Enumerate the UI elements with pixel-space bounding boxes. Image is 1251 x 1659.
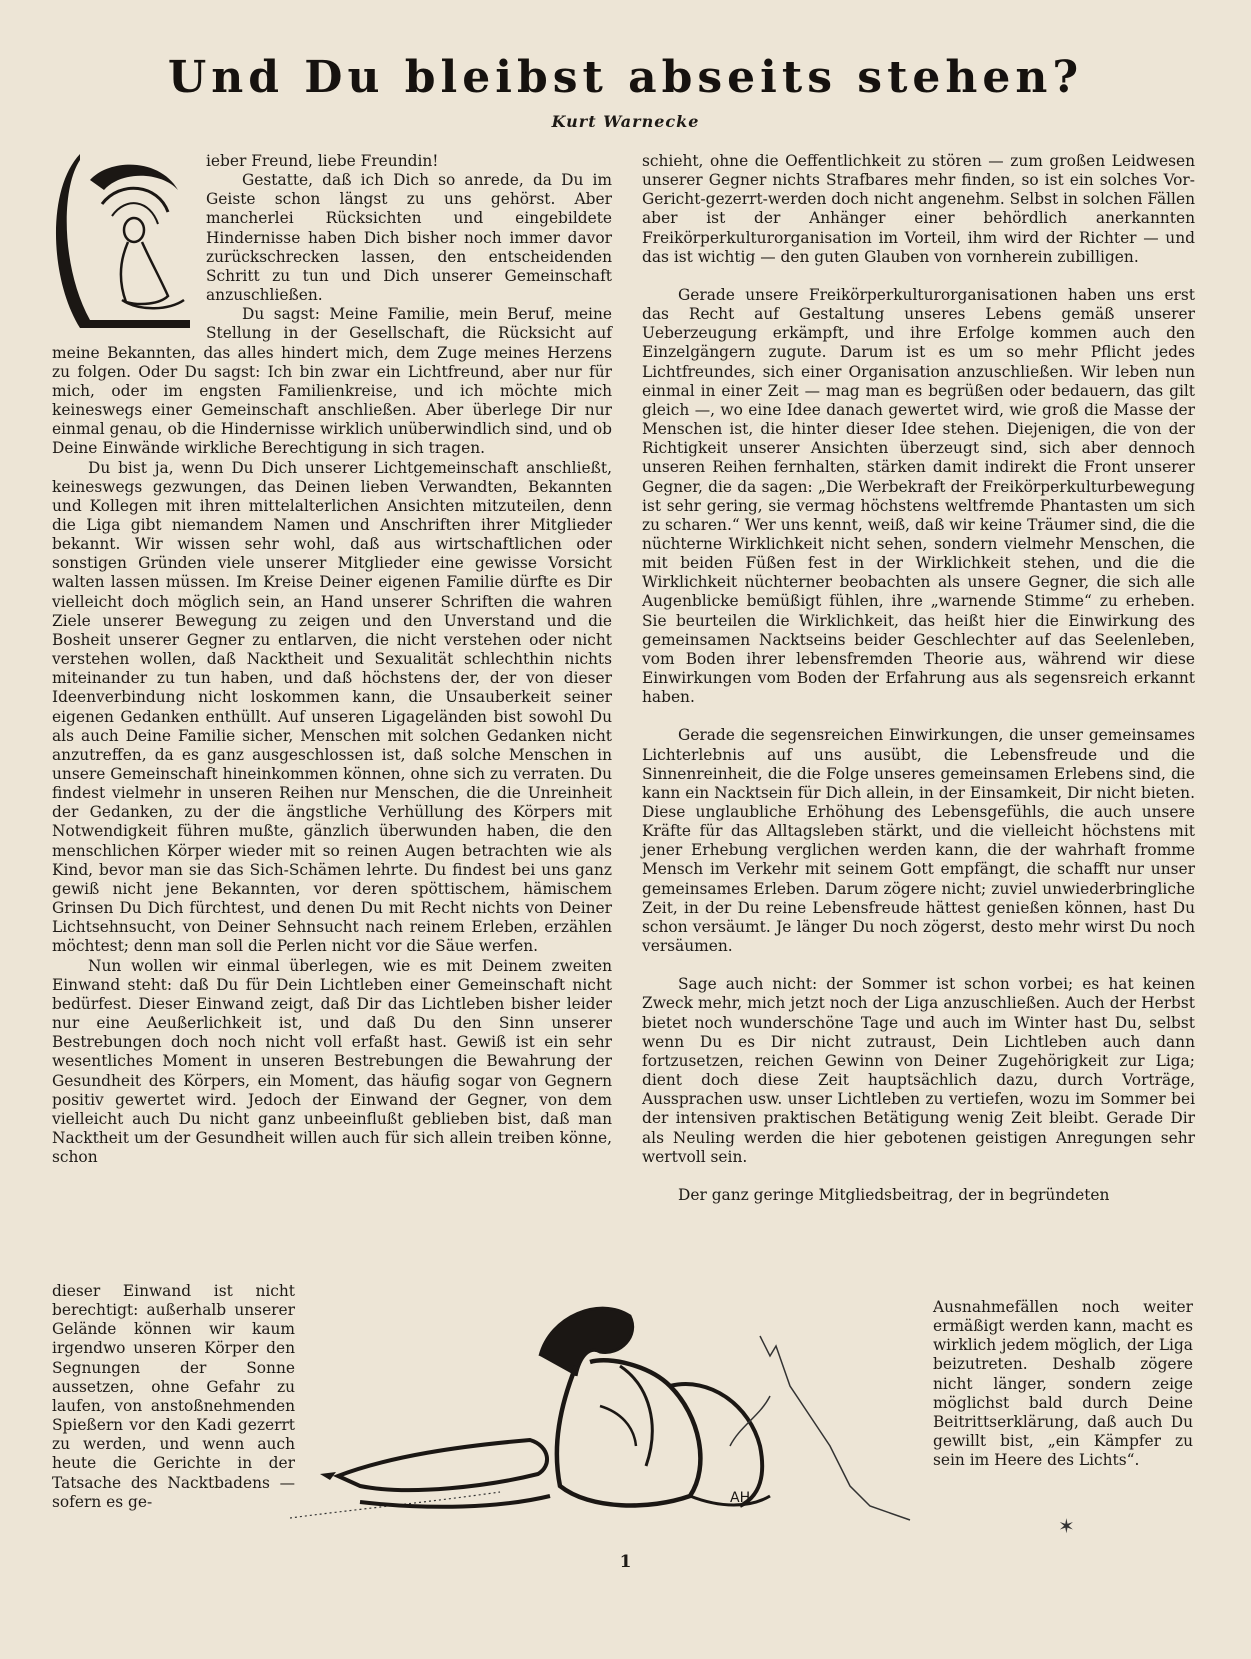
paragraph: Du bist ja, wenn Du Dich unserer Lichtgemeinschaft anschließt, keineswegs gezwungen, das Deinen lieben Verwandten, Bekannten und Kollegen mit ihren mittelalterlichen Ansichten mitzuteilen, denn die Liga gibt niemandem Namen und Anschriften ihrer Mitglieder bekannt. Wir wissen sehr wohl, daß aus wirtschaftlichen oder sonstigen Gründen viele unserer Mitglieder eine gewisse Vorsicht walten lassen müssen. Im Kreise Deiner eigenen Familie dürfte es Dir vielleicht doch möglich sein, an Hand unserer Schriften die wahren Ziele unserer Bewegung zu zeigen und den Unverstand und die Bosheit unserer Gegner zu entlarven, die nicht verstehen oder nicht verstehen wollen, daß Nacktheit und Sexualität schlechthin nichts miteinander zu tun haben, und daß höchstens der, der von dieser Ideenverbindung nicht loskommen kann, die Unsauberkeit seiner eigenen Gedanken enthüllt. Auf unseren Ligageländen bist sowohl Du als auch Deine Familie sicher, Menschen mit solchen Gedanken nicht anzutreffen, da es ganz ausgeschlossen ist, daß solche Menschen in unsere Gemeinschaft hineinkommen können, ohne sich zu verraten. Du findest vielmehr in unseren Reihen nur Menschen, die die Unreinheit der Gedanken, zu der die ängstliche Verhüllung des Körpers mit Notwendigkeit führen mußte, gänzlich überwunden haben, die den menschlichen Körper wieder mit so reinen Augen betrachten wie als Kind, bevor man sie das Sich-Schämen lehrte. Du findest bei uns ganz gewiß nicht jene Bekannten, vor deren spöttischem, hämischem Grinsen Du Dich fürchtest, und denen Du mit Recht nichts von Deiner Lichtsehnsucht, von Deiner Sehnsucht nach reinem Erleben, erzählen möchtest; denn man soll die Perlen nicht vor die Säue werfen.: [52, 458, 612, 956]
paragraph: Der ganz geringe Mitgliedsbeitrag, der in begründeten: [678, 1185, 1110, 1204]
paragraph: Gerade die segensreichen Einwirkungen, die unser gemeinsames Lichterlebnis auf uns ausübt, die Lebensfreude und die Sinnenreinheit, die die Folge unseres gemeinsamen Erlebens sind, die kann ein Nacktsein für Dich allein, in der Einsamkeit, Dir nicht bieten. Diese unglaubliche Erhöhung des Lebensgefühls, die auch unsere Kräfte für das Alltagsleben stärkt, und die vielleicht höchstens mit jener Erhebung verglichen werden kann, die der wahrhaft fromme Mensch im Verkehr mit seinem Gott empfängt, die schafft nur unser gemeinsames Erleben. Darum zögere nicht; zuviel unwiederbringliche Zeit, in der Du reine Lebensfreude hättest genießen können, hast Du schon versäumt. Je länger Du noch zögerst, desto mehr wirst Du noch versäumen.: [642, 726, 1195, 956]
paragraph-continuation: Ausnahmefällen noch weiter ermäßigt werden kann, macht es wirklich jedem möglich, der Liga beizutreten. Deshalb zögere nicht länger, sondern zeige möglichst bald durch Deine Beitrittserklärung, daß auch Du gewillt bist, „ein Kämpfer zu sein im Heere des Lichts“.: [933, 1298, 1193, 1470]
paragraph: Gestatte, daß ich Dich so anrede, da Du im Geiste schon längst zu uns gehörst. Aber mancherlei Rücksichten und eingebildete Hindernisse haben Dich bisher noch immer davor zurückschrecken lassen, den entscheidenden Schritt zu tun und Dich unserer Gemeinschaft anzuschließen.: [206, 171, 612, 305]
right-column-tail: [933, 1298, 1193, 1470]
end-ornament: ✶: [1058, 1514, 1075, 1538]
page-number: 1: [619, 1552, 632, 1572]
salutation: ieber Freund, liebe Freundin!: [206, 152, 439, 170]
couple-illustration: [290, 1296, 970, 1546]
svg-text:AH: AH: [730, 1490, 751, 1506]
right-column: [642, 152, 1195, 1205]
article-title: Und Du bleibst abseits stehen?: [167, 52, 1084, 103]
paragraph-continuation: schieht, ohne die Oeffentlichkeit zu stören — zum großen Leidwesen unserer Gegner nichts Strafbares mehr finden, so ist ein solches Vor-Gericht-gezerrt-werden doch nicht angenehm. Selbst in solchen Fällen aber ist der Anhänger einer behördlich anerkannten Freikörperkulturorganisation im Vorteil, ihm wird der Richter — und das ist wichtig — den guten Glauben von vornherein zubilligen.: [642, 152, 1195, 266]
paragraph: Nun wollen wir einmal überlegen, wie es mit Deinem zweiten Einwand steht: daß Du für Dein Lichtleben einer Gemeinschaft nicht bedürfest. Dieser Einwand zeigt, daß Dir das Lichtleben bisher leider nur eine Aeußerlichkeit ist, und daß Du den Sinn unserer Bestrebungen doch noch nicht voll erfaßt hast. Gewiß ist ein sehr wesentliches Moment in unseren Bestrebungen die Bewahrung der Gesundheit des Körpers, ein Moment, das häufig sogar von Gegnern positiv gewertet wird. Jedoch der Einwand der Gegner, von dem vielleicht auch Du nicht ganz unbeeinflußt geblieben bist, daß man Nacktheit um der Gesundheit willen auch für sich allein treiben könne, schon: [52, 956, 612, 1167]
left-column: [52, 152, 612, 1167]
paragraph: Gerade unsere Freikörperkulturorganisationen haben uns erst das Recht auf Gestaltung unseres Lebens gemäß unserer Ueberzeugung erkämpft, und ihre Erfolge kommen auch den Einzelgängern zugute. Darum ist es um so mehr Pflicht jedes Lichtfreundes, sich einer Organisation anzuschließen. Wir leben nun einmal in einer Zeit — mag man es begrüßen oder bedauern, das gilt gleich —, wo eine Idee danach gewertet wird, wie groß die Masse der Menschen ist, die hinter dieser Idee stehen. Diejenigen, die von der Richtigkeit unserer Ansichten überzeugt sind, sich aber dennoch unseren Reihen fernhalten, stärken damit indirekt die Front unserer Gegner, die da sagen: „Die Werbekraft der Freikörperkulturbewegung ist sehr gering, sie vermag höchstens weltfremde Phantasten um sich zu scharen.“ Wer uns kennt, weiß, daß wir keine Träumer sind, die die nüchterne Wirklichkeit nicht sehen, sondern vielmehr Menschen, die mit beiden Füßen fest in der Wirklichkeit stehen, und die die Wirklichkeit nüchterner beobachten als unsere Gegner, die sich alle Augenblicke bemüßigt fühlen, ihre „warnende Stimme“ zu erheben. Sie beurteilen die Wirklichkeit, das heißt hier die Einwirkung des gemeinsamen Nacktseins beider Geschlechter auf das Seelenleben, vom Boden ihrer lebensfremden Theorie aus, während wir diese Einwirkungen vom Boden der Erfahrung aus als segensreich erkannt haben.: [642, 285, 1195, 707]
paragraph: Du sagst: Meine Familie, mein Beruf, meine Stellung in der Gesellschaft, die Rücksicht auf meine Bekannten, das alles hindert mich, dem Zuge meines Herzens zu folgen. Oder Du sagst: Ich bin zwar ein Lichtfreund, aber nur für mich, oder im engsten Familienkreise, und ich möchte mich keineswegs einer Gemeinschaft anschließen. Aber überlege Dir nur einmal genau, ob die Hindernisse wirklich unüberwindlich sind, und ob Deine Einwände wirkliche Berechtigung in sich tragen.: [52, 305, 612, 458]
paragraph: Sage auch nicht: der Sommer ist schon vorbei; es hat keinen Zweck mehr, mich jetzt noch der Liga anzuschließen. Auch der Herbst bietet noch wunderschöne Tage und auch im Winter hast Du, selbst wenn Du es Dir nicht zutraust, Dein Lichtleben auch dann fortzusetzen, reichen Gewinn von Deiner Zugehörigkeit zur Liga; dient doch diese Zeit hauptsächlich dazu, durch Vorträge, Aussprachen usw. unser Lichtleben zu vertiefen, wozu im Sommer bei der intensiven praktischen Betätigung wenig Zeit bleibt. Gerade Dir als Neuling werden die hier gebotenen geistigen Anregungen sehr wertvoll sein.: [642, 975, 1195, 1166]
left-column-tail: [52, 1282, 295, 1512]
article-author: Kurt Warnecke: [551, 112, 700, 131]
drop-cap-l-illustration: [50, 150, 198, 338]
paragraph-continuation: dieser Einwand ist nicht berechtigt: außerhalb unserer Gelände können wir kaum irgendwo unseren Körper den Segnungen der Sonne aussetzen, ohne Gefahr zu laufen, von anstoßnehmenden Spießern vor den Kadi gezerrt zu werden, und wenn auch heute die Gerichte in der Tatsache des Nacktbadens — sofern es ge-: [52, 1282, 295, 1511]
